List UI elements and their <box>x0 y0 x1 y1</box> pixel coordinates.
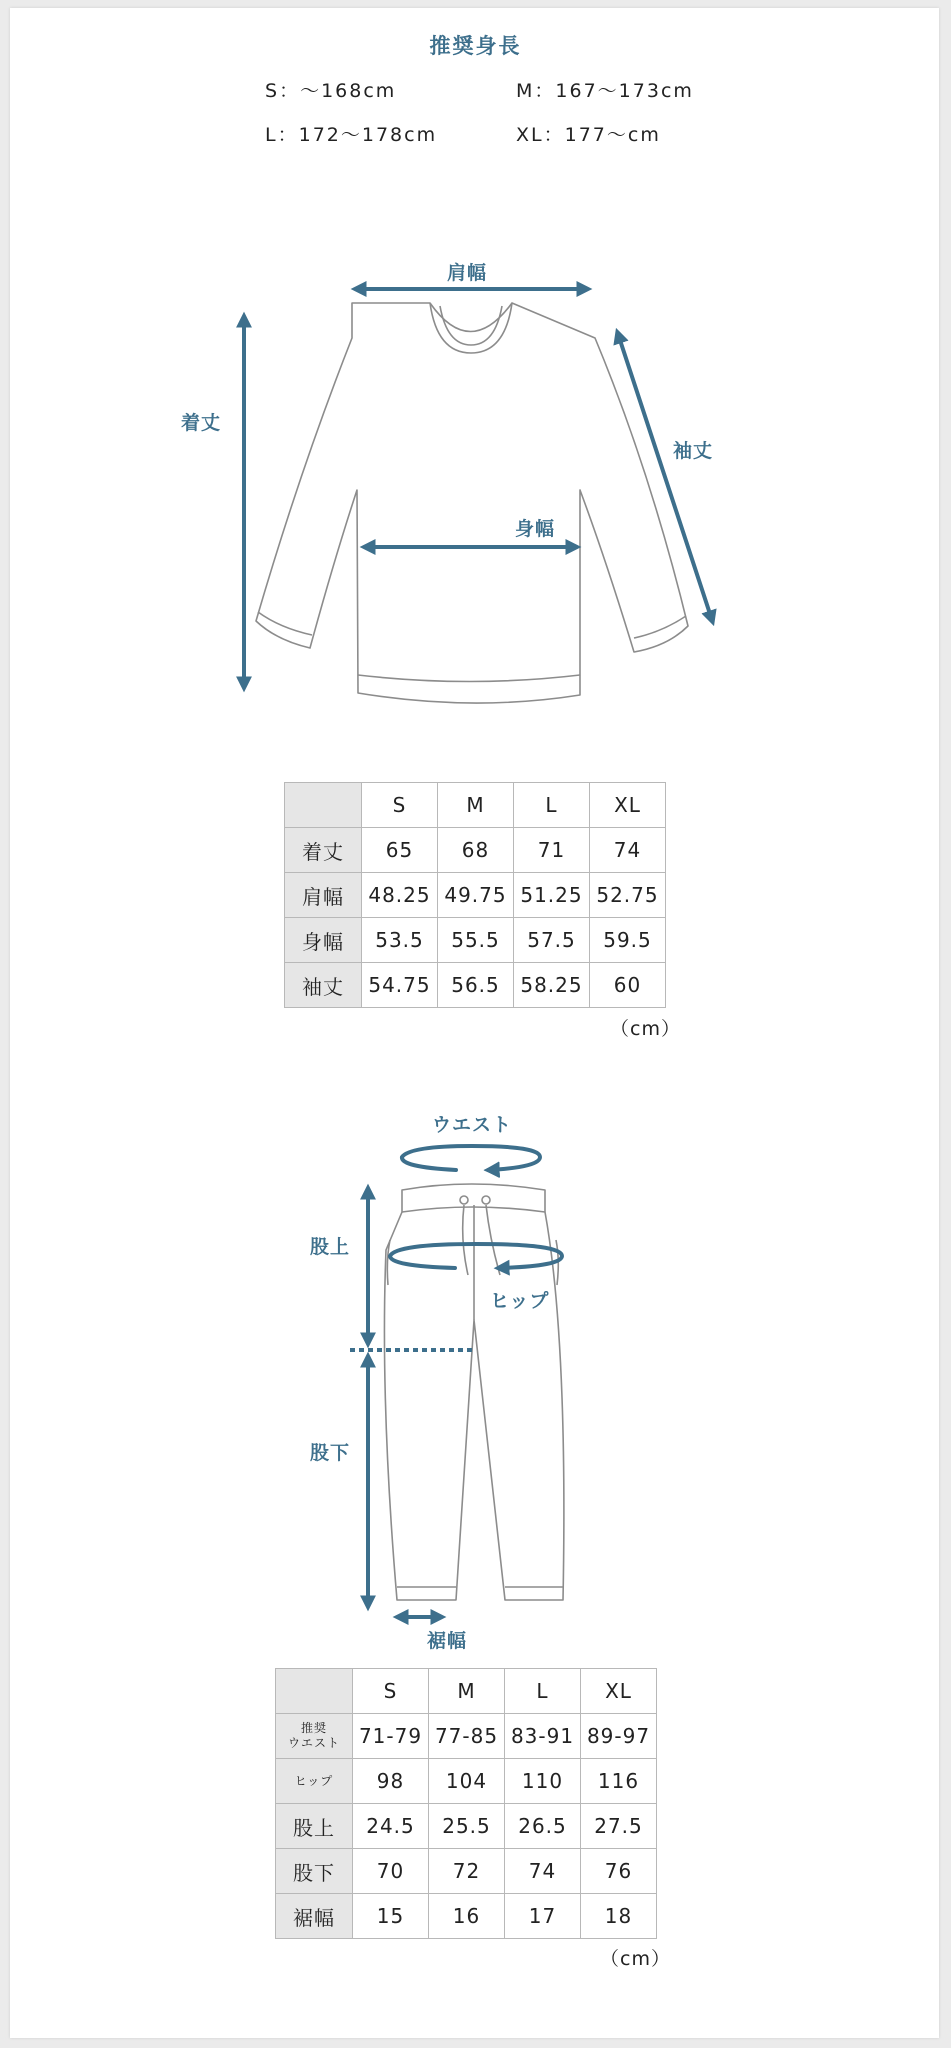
table-cell: 55.5 <box>438 918 514 963</box>
row-label: ヒップ <box>276 1759 353 1804</box>
pants-table-unit: （cm） <box>600 1948 671 1970</box>
label-body-width: 身幅 <box>515 518 556 540</box>
row-label: 股上 <box>276 1804 353 1849</box>
table-cell: 58.25 <box>514 963 590 1008</box>
table-cell: 56.5 <box>438 963 514 1008</box>
table-row <box>276 1759 657 1804</box>
label-rise: 股上 <box>310 1236 351 1258</box>
table-cell: 72 <box>429 1849 505 1894</box>
table-cell: 116 <box>581 1759 657 1804</box>
table-cell: 83-91 <box>505 1714 581 1759</box>
table-cell: 98 <box>353 1759 429 1804</box>
pants-measure-arrows <box>368 1146 562 1617</box>
table-cell: 51.25 <box>514 873 590 918</box>
table-header-cell: L <box>514 783 590 828</box>
height-item-xl: XL：177～cm <box>516 124 661 146</box>
table-cell: 59.5 <box>590 918 666 963</box>
table-cell: 53.5 <box>362 918 438 963</box>
table-header-row <box>276 1669 657 1714</box>
table-cell: 74 <box>505 1849 581 1894</box>
table-cell: 49.75 <box>438 873 514 918</box>
table-header-cell: XL <box>581 1669 657 1714</box>
height-item-l: L：172～178cm <box>265 124 438 146</box>
table-header-cell: M <box>438 783 514 828</box>
table-cell: 25.5 <box>429 1804 505 1849</box>
table-cell: 52.75 <box>590 873 666 918</box>
label-waist: ウエスト <box>432 1114 513 1136</box>
table-cell: 89-97 <box>581 1714 657 1759</box>
table-header-cell <box>276 1669 353 1714</box>
label-hip: ヒップ <box>490 1290 550 1312</box>
height-item-m: M：167～173cm <box>516 80 694 102</box>
table-cell: 16 <box>429 1894 505 1939</box>
table-cell: 48.25 <box>362 873 438 918</box>
row-label: 袖丈 <box>285 963 362 1008</box>
table-cell: 26.5 <box>505 1804 581 1849</box>
label-shoulder: 肩幅 <box>447 262 488 284</box>
table-cell: 60 <box>590 963 666 1008</box>
table-cell: 71-79 <box>353 1714 429 1759</box>
table-cell: 74 <box>590 828 666 873</box>
top-table-unit: （cm） <box>610 1018 681 1040</box>
height-value: 172～178cm <box>298 124 438 146</box>
table-row <box>276 1714 657 1759</box>
table-cell: 27.5 <box>581 1804 657 1849</box>
table-cell: 70 <box>353 1849 429 1894</box>
height-size: L <box>265 124 278 146</box>
height-size: M <box>516 80 535 102</box>
table-cell: 71 <box>514 828 590 873</box>
row-label: 着丈 <box>285 828 362 873</box>
pants-size-table <box>275 1668 657 1939</box>
table-row <box>276 1804 657 1849</box>
table-cell: 110 <box>505 1759 581 1804</box>
table-header-cell: M <box>429 1669 505 1714</box>
height-value: ～168cm <box>300 80 397 102</box>
table-cell: 18 <box>581 1894 657 1939</box>
table-cell: 54.75 <box>362 963 438 1008</box>
table-cell: 68 <box>438 828 514 873</box>
recommended-height-title: 推奨身長 <box>429 34 522 58</box>
table-cell: 76 <box>581 1849 657 1894</box>
label-hem: 裾幅 <box>427 1630 468 1652</box>
height-value: 177～cm <box>564 124 661 146</box>
table-header-cell: XL <box>590 783 666 828</box>
row-label: 肩幅 <box>285 873 362 918</box>
table-cell: 15 <box>353 1894 429 1939</box>
table-cell: 17 <box>505 1894 581 1939</box>
label-length: 着丈 <box>181 412 222 434</box>
table-cell: 24.5 <box>353 1804 429 1849</box>
table-cell: 104 <box>429 1759 505 1804</box>
label-inseam: 股下 <box>310 1442 351 1464</box>
table-cell: 77-85 <box>429 1714 505 1759</box>
table-header-cell: S <box>362 783 438 828</box>
row-label: 股下 <box>276 1849 353 1894</box>
row-label: 裾幅 <box>276 1894 353 1939</box>
row-label: 身幅 <box>285 918 362 963</box>
height-item-s: S：～168cm <box>265 80 397 102</box>
label-sleeve: 袖丈 <box>673 440 714 462</box>
table-cell: 57.5 <box>514 918 590 963</box>
height-value: 167～173cm <box>555 80 694 102</box>
height-size: XL <box>516 124 544 146</box>
row-label: 推奨 ウエスト <box>276 1714 353 1759</box>
table-row <box>276 1894 657 1939</box>
table-header-cell: L <box>505 1669 581 1714</box>
table-header-cell: S <box>353 1669 429 1714</box>
height-size: S <box>265 80 280 102</box>
table-row <box>276 1849 657 1894</box>
table-cell: 65 <box>362 828 438 873</box>
